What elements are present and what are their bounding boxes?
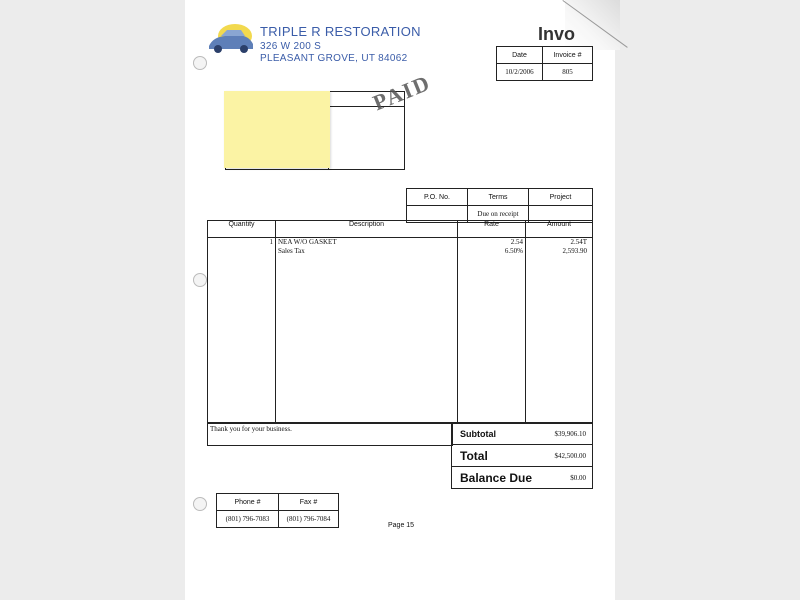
amount-column	[526, 238, 593, 424]
balance-due-value: $0.00	[547, 467, 592, 489]
phone-header: Phone #	[217, 494, 279, 511]
car-logo-icon	[205, 22, 257, 58]
punch-hole-top	[193, 56, 207, 70]
subtotal-value: $39,906.10	[547, 423, 592, 445]
line-item-quantity: 1	[269, 238, 273, 246]
sticky-note	[224, 91, 330, 168]
line-item-description: NEA W/O GASKET	[278, 238, 337, 246]
project-header: Project	[529, 189, 593, 206]
paid-stamp: PAID	[369, 69, 435, 116]
line-items-table	[207, 220, 593, 424]
terms-header: Terms	[468, 189, 529, 206]
line-item-rate: 6.50%	[504, 247, 523, 255]
totals-table	[451, 422, 593, 489]
line-item-rate: 2.54	[510, 238, 523, 246]
line-item-description: Sales Tax	[278, 247, 305, 255]
footer-note-box	[207, 422, 453, 446]
phone-value: (801) 796-7083	[217, 511, 279, 528]
total-value: $42,500.00	[547, 445, 592, 467]
terms-table	[406, 188, 593, 223]
company-name: TRIPLE R RESTORATION	[260, 24, 421, 39]
fax-header: Fax #	[279, 494, 339, 511]
thank-you-note: Thank you for your business.	[210, 425, 292, 433]
fax-value: (801) 796-7084	[279, 511, 339, 528]
rate-header: Rate	[458, 221, 526, 238]
company-address-line1: 326 W 200 S	[260, 41, 322, 52]
line-item-amount: 2,593.90	[562, 247, 587, 255]
company-address-line2: PLEASANT GROVE, UT 84062	[260, 53, 408, 64]
page-number: Page 15	[388, 522, 415, 529]
punch-hole-bottom	[193, 497, 207, 511]
quantity-column	[208, 238, 276, 424]
punch-hole-middle	[193, 273, 207, 287]
terms-value: Due on receipt	[468, 206, 529, 223]
ship-to-box	[328, 106, 404, 169]
invoice-number-header: Invoice #	[543, 47, 593, 64]
description-header: Description	[276, 221, 458, 238]
rate-column	[458, 238, 526, 424]
invoice-number-value: 805	[543, 64, 593, 81]
date-invoice-table	[496, 46, 593, 81]
line-item-amount: 2.54T	[570, 238, 587, 246]
amount-header: Amount	[526, 221, 593, 238]
date-value: 10/2/2006	[497, 64, 543, 81]
contact-table	[216, 493, 339, 528]
date-header: Date	[497, 47, 543, 64]
document-title: Invo	[538, 24, 576, 44]
quantity-header: Quantity	[208, 221, 276, 238]
subtotal-label: Subtotal	[452, 423, 548, 445]
description-column	[276, 238, 458, 424]
po-number-header: P.O. No.	[407, 189, 468, 206]
total-label: Total	[452, 445, 548, 467]
balance-due-label: Balance Due	[452, 467, 548, 489]
